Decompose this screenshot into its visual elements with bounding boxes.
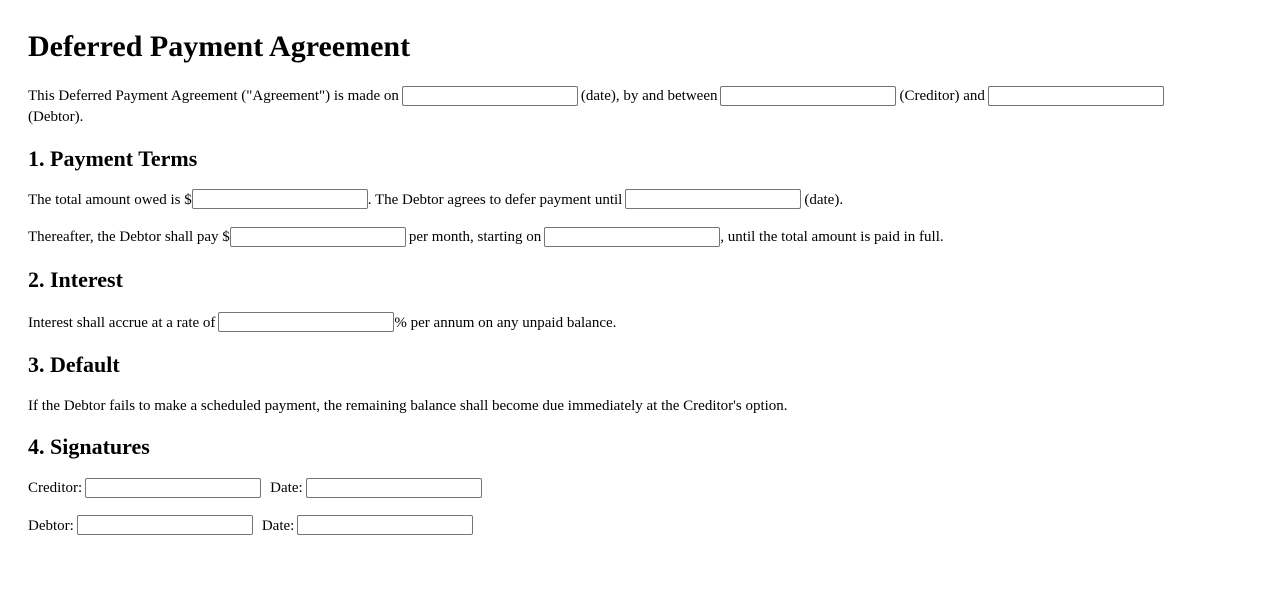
terms-text-4: Thereafter, the Debtor shall pay $ [28,229,230,246]
creditor-label: Creditor: [28,480,83,497]
terms-text-5: per month, starting on [408,229,542,246]
debtor-name-input[interactable] [988,86,1164,106]
section-heading-signatures: 4. Signatures [28,434,150,460]
payment-terms-line-2 [28,227,1250,248]
section-heading-payment-terms: 1. Payment Terms [28,145,198,171]
start-date-input[interactable] [544,227,720,247]
creditor-signature-input[interactable] [85,478,261,498]
interest-text-2: % per annum on any unpaid balance. [394,314,617,331]
total-amount-input[interactable] [192,189,368,209]
intro-text-2: (date), by and between [580,88,718,104]
debtor-date-input[interactable] [297,515,473,535]
payment-terms-line-1 [28,190,1250,211]
intro-text-3: (Creditor) and [899,88,985,104]
creditor-date-label: Date: [270,480,303,497]
debtor-date-label: Date: [261,517,295,534]
default-paragraph: If the Debtor fails to make a scheduled payment, the remaining balance shall become due immediately at the Creditor's option. [28,398,788,415]
interest-rate-input[interactable] [218,312,394,332]
page-title: Deferred Payment Agreement [28,30,411,63]
terms-text-2: . The Debtor agrees to defer payment until [367,191,623,208]
creditor-date-input[interactable] [306,478,482,498]
creditor-name-input[interactable] [720,86,896,106]
debtor-signature-input[interactable] [77,515,253,535]
intro-text-1: This Deferred Payment Agreement ("Agreement") is made on [28,88,399,104]
section-heading-default: 3. Default [28,352,120,378]
debtor-label: Debtor: [28,517,74,534]
defer-until-date-input[interactable] [625,189,801,209]
terms-text-6: , until the total amount is paid in full. [720,229,944,246]
interest-paragraph [28,313,1250,334]
intro-text-4: (Debtor). [28,108,84,125]
agreement-date-input[interactable] [402,86,578,106]
monthly-payment-input[interactable] [230,227,406,247]
intro-paragraph [28,86,1218,127]
terms-text-3: (date). [804,191,844,208]
terms-text-1: The total amount owed is $ [28,191,192,208]
interest-text-1: Interest shall accrue at a rate of [28,314,216,331]
creditor-signature-line [28,478,1250,499]
debtor-signature-line [28,516,1250,537]
section-heading-interest: 2. Interest [28,266,123,292]
